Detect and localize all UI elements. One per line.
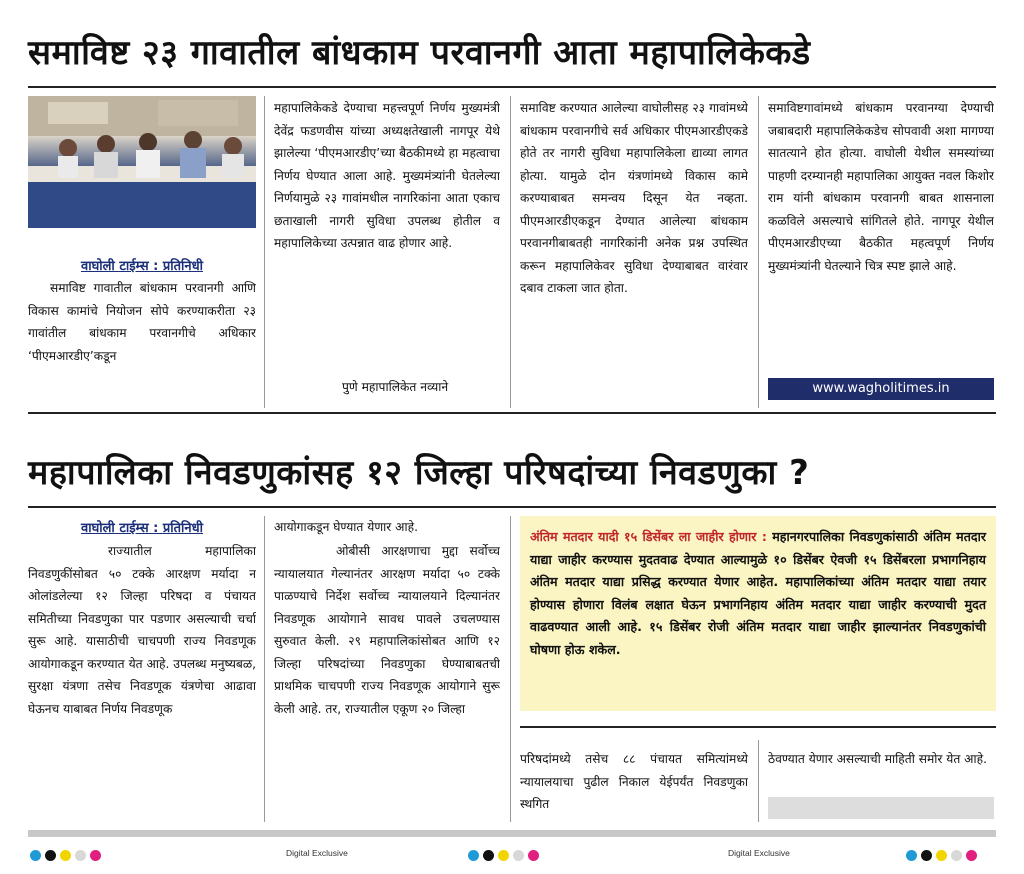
yellow-dot <box>498 850 509 861</box>
magenta-dot <box>966 850 977 861</box>
article1-col2-continued: पुणे महापालिकेत नव्याने <box>342 380 449 394</box>
grey-dot <box>951 850 962 861</box>
article1-col1: समाविष्ट गावातील बांधकाम परवानगी आणि विकास कामांचे नियोजन सोपे करण्याकरीता २३ गावांतील बांधकाम परवानगीचे अधिकार ‘पीएमआरडीए’कडून <box>28 281 256 363</box>
footer-bar <box>28 830 996 837</box>
article2-col2: ओबीसी आरक्षणाचा मुद्दा सर्वोच्च न्यायालयात गेल्यानंतर आरक्षण मर्यादा ५० टक्के पाळण्याचे निर्देश सर्वोच्च न्यायालयाने दिल्यानंतर निवडणूक आयोगाने सावध पावले उचलण्यास सुरुवात केली. २९ महापालिकांसोबत आणि १२ जिल्हा परिषदांच्या निवडणुका घेण्याबाबतची प्राथमिक चाचपणी राज्य निवडणूक आयोगाने सुरू केली आहे. तर, राज्यातील एकूण २० जिल्हा <box>274 544 500 716</box>
footer-label-right: Digital Exclusive <box>728 848 790 858</box>
article2-col3: परिषदांमध्ये तसेच ८८ पंचायत समित्यांमध्ये न्यायालयाचा पुढील निकाल येईपर्यंत निवडणुका स्थगित <box>520 752 748 811</box>
cyan-dot <box>906 850 917 861</box>
article2-col2-lead: आयोगाकडून घेण्यात येणार आहे. <box>274 520 418 534</box>
black-dot <box>45 850 56 861</box>
cyan-dot <box>468 850 479 861</box>
article2-col1: राज्यातील महापालिका निवडणुकींसोबत ५० टक्के आरक्षण मर्यादा न ओलांडलेल्या १२ जिल्हा परिषदा व पंचायत समितीच्या निवडणुका पार पडणार असल्याची चर्चा सुरू आहे. यासाठीची चाचपणी राज्य निवडणूक आयोगाकडून करण्यात येत आहे. उपलब्ध मनुष्यबळ, सुरक्षा यंत्रणा तसेच निवडणूक यंत्रणेचा आढावा घेऊनच याबाबत निर्णय निवडणूक <box>28 544 256 716</box>
yellow-dot <box>936 850 947 861</box>
black-dot <box>483 850 494 861</box>
column-divider <box>510 96 511 408</box>
color-registration-center <box>468 846 543 859</box>
notice-bottom-rule <box>520 726 996 728</box>
article1-col4: समाविष्टगावांमध्ये बांधकाम परवानग्या देण्याची जबाबदारी महापालिकेकडेच सोपवावी अशा मागण्या सातत्याने होत होत्या. वाघोली येथील समस्यांच्या पाहणी दरम्यानही महापालिका आयुक्त नवल किशोर राम यांनी बांधकाम परवानगी बाबत शासनाला कळविले असल्याचे सांगितले होते. नागपूर येथील पीएमआरडीएच्या बैठकीत महत्वपूर्ण निर्णय मुख्यमंत्र्यांनी घेतल्याने चित्र स्पष्ट झाले आहे. <box>768 101 994 273</box>
voter-list-notice-box <box>520 516 996 711</box>
yellow-dot <box>60 850 71 861</box>
headline-elections: महापालिका निवडणुकांसह १२ जिल्हा परिषदांच्या निवडणुका ? <box>28 453 810 493</box>
magenta-dot <box>528 850 539 861</box>
footer-label-left: Digital Exclusive <box>286 848 348 858</box>
headline-construction-permits: समाविष्ट २३ गावातील बांधकाम परवानगी आता महापालिकेकडे <box>28 33 811 73</box>
color-registration-left <box>30 846 105 859</box>
column-divider <box>758 96 759 408</box>
ad-placeholder <box>768 797 994 819</box>
website-banner: www.wagholitimes.in <box>768 378 994 400</box>
article1-col2: महापालिकेकडे देण्याचा महत्त्वपूर्ण निर्णय मुख्यमंत्री देवेंद्र फडणवीस यांच्या अध्यक्षतेखाली नागपूर येथे झालेल्या ‘पीएमआरडीए’च्या बैठकीमध्ये हा महत्वाचा निर्णय घेण्यात आला आहे. मुख्यमंत्र्यांनी घेतलेल्या निर्णयामुळे २३ गावांमधील नागरिकांना आता एकाच छताखाली नागरी सुविधा उपलब्ध होतील व महापालिकेच्या उत्पन्नात वाढ होणार आहे. <box>274 101 500 250</box>
notice-body: महानगरपालिका निवडणुकांसाठी अंतिम मतदार याद्या जाहीर करण्यास मुदतवाढ देण्यात आल्यामुळे १० डिसेंबर ऐवजी १५ डिसेंबरला प्रभागनिहाय अंतिम मतदार याद्या प्रसिद्ध करण्यात येणार आहेत. महापालिकांच्या अंतिम मतदार याद्या तयार होण्यास होणारा विलंब लक्षात घेऊन प्रभागनिहाय अंतिम मतदार याद्या जाहीर करण्याची मुदत वाढवण्यात आली आहे. १५ डिसेंबर रोजी अंतिम मतदार याद्या जाहीर झाल्यानंतर निवडणुकांची घोषणा होऊ शकेल. <box>530 529 986 657</box>
grey-dot <box>513 850 524 861</box>
notice-title: अंतिम मतदार यादी १५ डिसेंबर ला जाहीर होणार : <box>530 529 767 544</box>
headline-rule <box>28 506 996 508</box>
black-dot <box>921 850 932 861</box>
section-divider <box>28 412 996 414</box>
byline-article2: वाघोली टाईम्स : प्रतिनिधी <box>80 521 204 536</box>
headline-rule <box>28 86 996 88</box>
column-divider <box>758 740 759 822</box>
article2-col4: ठेवण्यात येणार असल्याची माहिती समोर येत आहे. <box>768 752 987 766</box>
cyan-dot <box>30 850 41 861</box>
meeting-photo-illustration <box>28 96 256 228</box>
column-divider <box>510 516 511 822</box>
grey-dot <box>75 850 86 861</box>
magenta-dot <box>90 850 101 861</box>
column-divider <box>264 96 265 408</box>
voter-list-notice-text <box>530 526 986 661</box>
meeting-photo <box>28 96 256 228</box>
color-registration-right <box>906 846 981 859</box>
column-divider <box>264 516 265 822</box>
byline-article1: वाघोली टाईम्स : प्रतिनिधी <box>80 259 204 274</box>
article1-col3: समाविष्ट करण्यात आलेल्या वाघोलीसह २३ गावांमध्ये बांधकाम परवानगीचे सर्व अधिकार पीएमआरडीएकडे होते तर नागरी सुविधा महापालिकेला द्याव्या लागत होत्या. यामुळे दोन यंत्रणांमध्ये विकास कामे करण्याबाबत समन्वय दिसून येत नव्हता. पीएमआरडीएकडून देण्यात आलेल्या बांधकाम परवानगीबाबतही नागरिकांनी अनेक प्रश्न उपस्थित करून महापालिकेवर सुविधा देण्याबाबत वारंवार दबाव टाकला जात होता. <box>520 101 748 295</box>
